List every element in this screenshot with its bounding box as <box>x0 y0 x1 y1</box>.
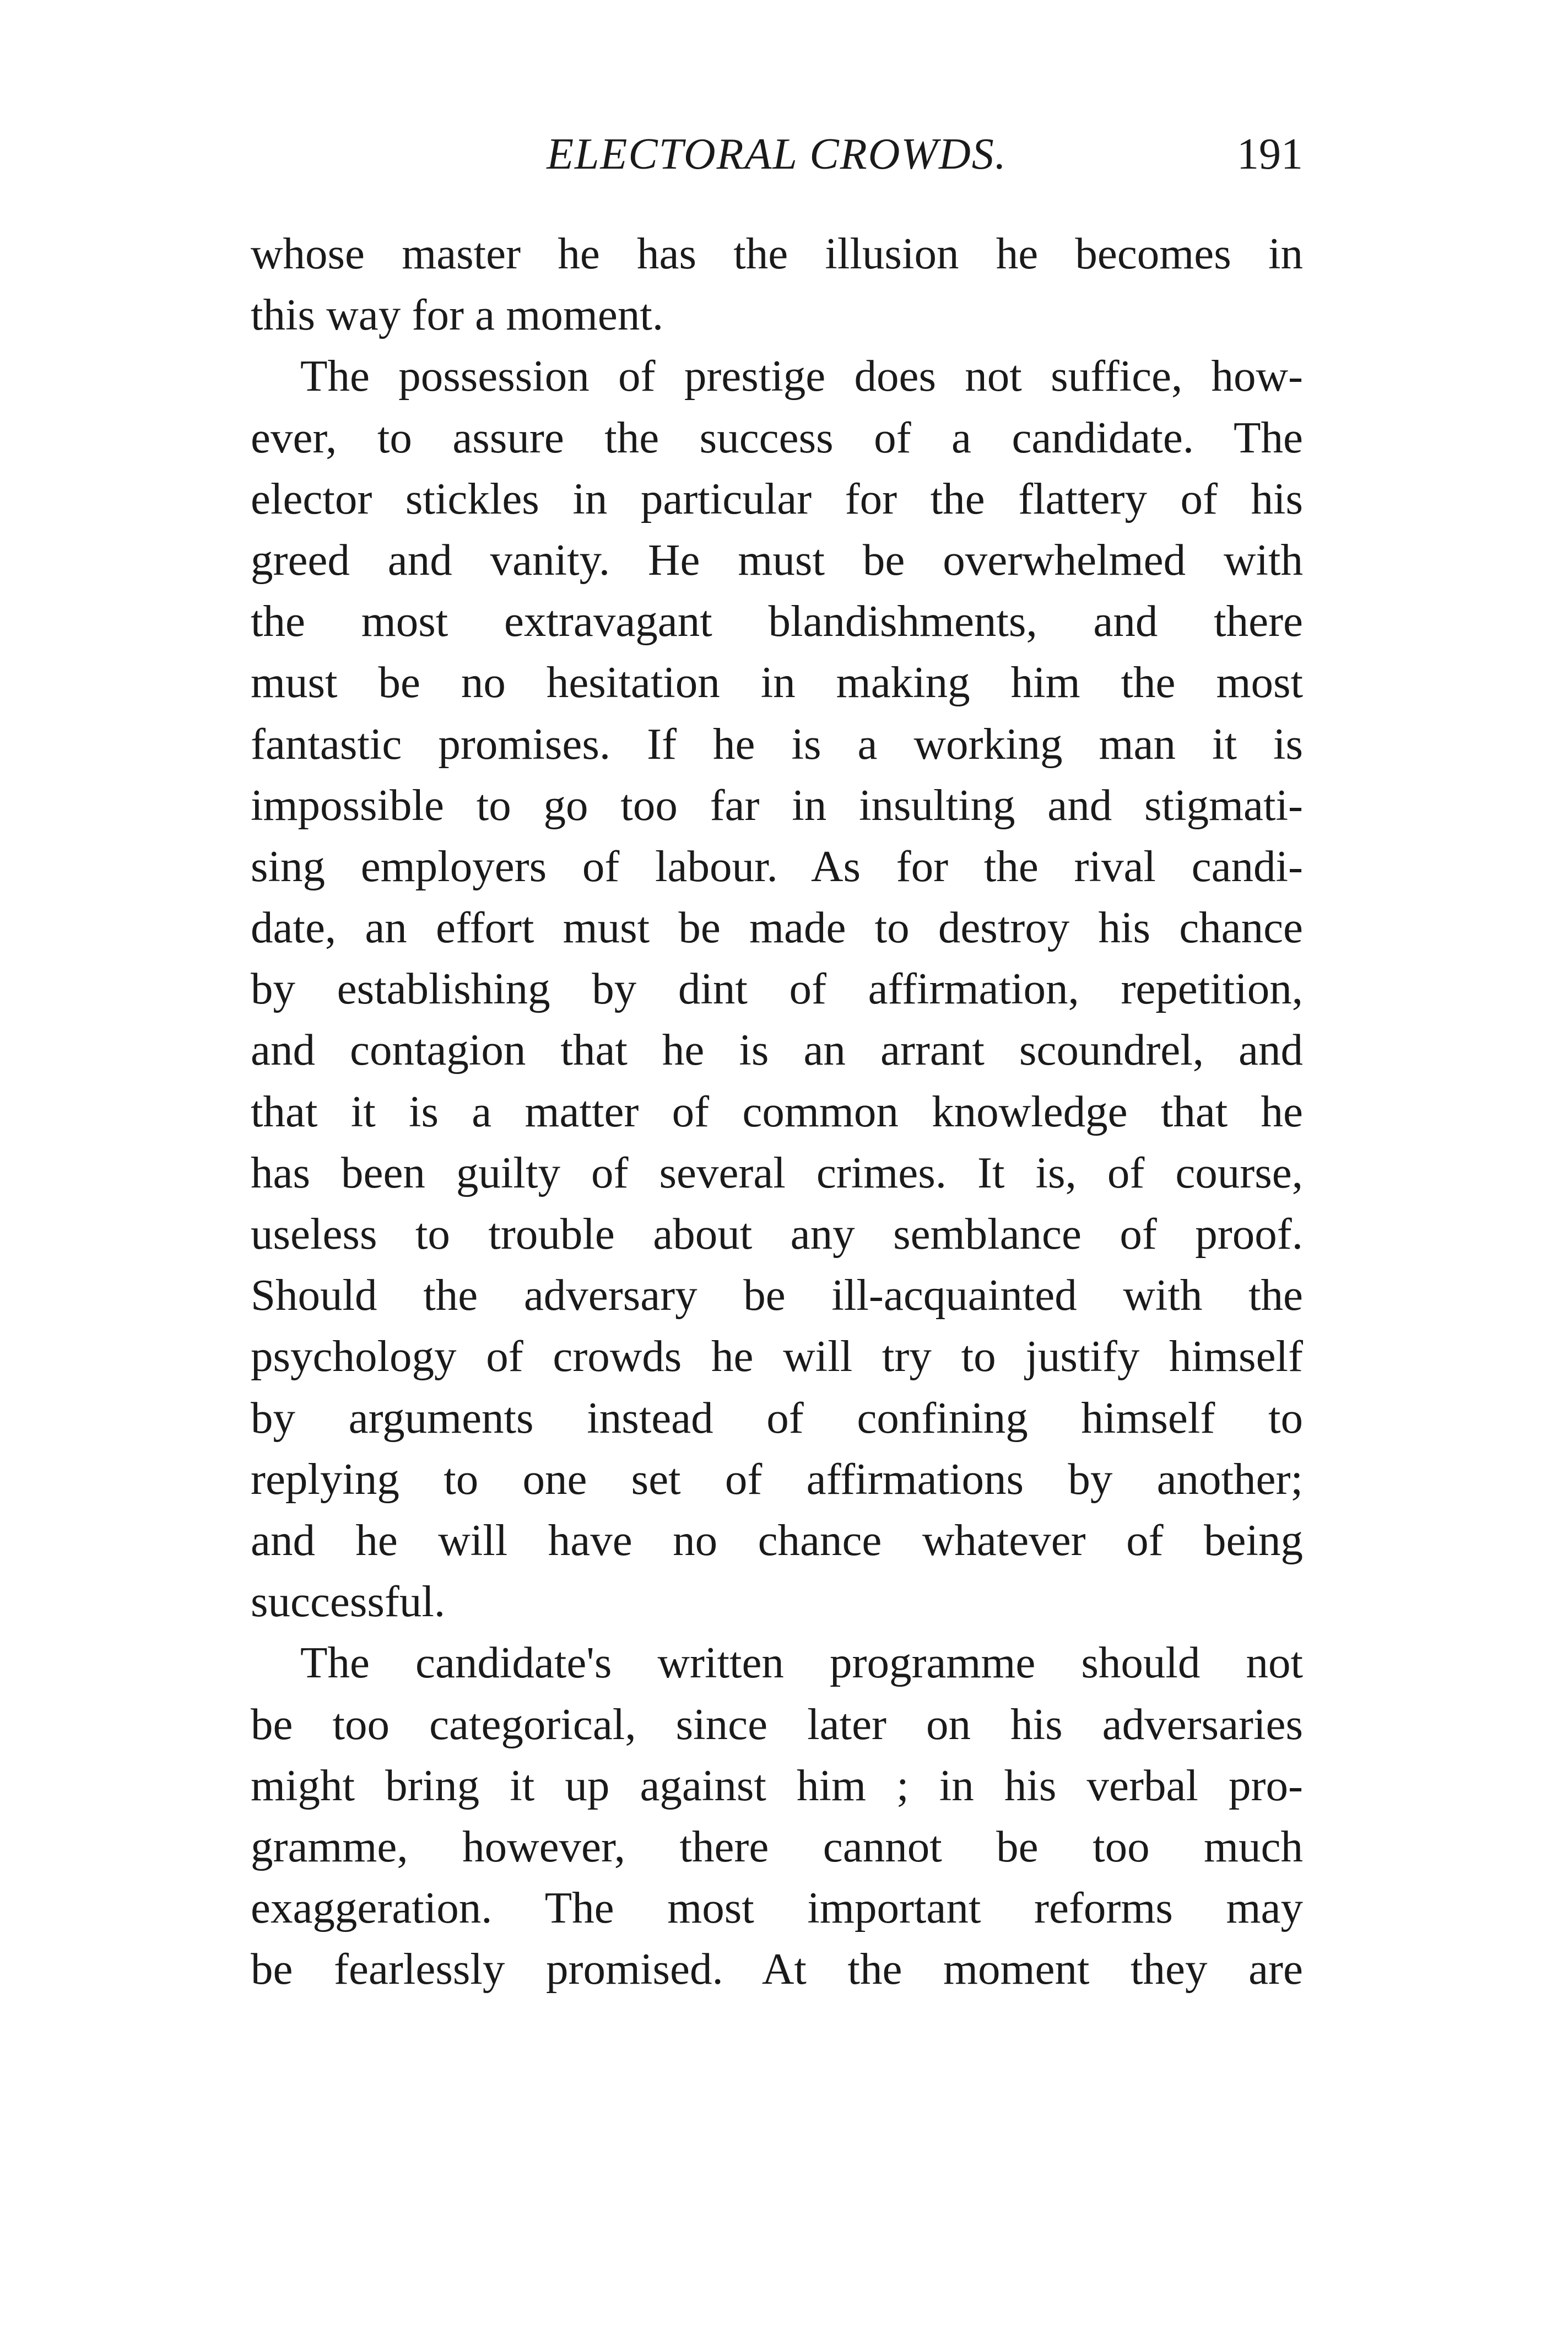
text-line: exaggeration. The most important reforms may <box>251 1883 1303 1933</box>
text-line: might bring it up against him ; in his verbal pro- <box>251 1760 1303 1810</box>
running-head <box>251 118 1303 190</box>
text-line: successful. <box>251 1577 446 1627</box>
text-line: useless to trouble about any semblance of proof. <box>251 1209 1303 1259</box>
text-line: elector stickles in particular for the flattery of his <box>251 473 1303 523</box>
text-line: the most extravagant blandishments, and there <box>251 596 1303 646</box>
text-line: impossible to go too far in insulting and stigmati- <box>251 780 1303 830</box>
text-line: be too categorical, since later on his adversaries <box>251 1699 1303 1749</box>
text-line: by arguments instead of confining himself to <box>251 1392 1303 1443</box>
text-line: gramme, however, there cannot be too much <box>251 1821 1303 1871</box>
text-line: replying to one set of affirmations by another; <box>251 1454 1303 1504</box>
running-title: ELECTORAL CROWDS. <box>547 130 1007 179</box>
text-line: by establishing by dint of affirmation, repetition, <box>251 964 1303 1014</box>
text-line: be fearlessly promised. At the moment they are <box>251 1944 1303 1994</box>
text-line: The possession of prestige does not suffice, how- <box>300 351 1303 401</box>
text-line: ever, to assure the success of a candidate. The <box>251 412 1303 462</box>
text-line: must be no hesitation in making him the most <box>251 657 1303 708</box>
text-line: greed and vanity. He must be overwhelmed with <box>251 535 1303 585</box>
text-line: Should the adversary be ill-acquainted with the <box>251 1270 1303 1320</box>
text-line: this way for a moment. <box>251 290 664 340</box>
body-text <box>251 223 1303 2000</box>
text-line: sing employers of labour. As for the rival candi- <box>251 841 1303 891</box>
text-line: date, an effort must be made to destroy his chance <box>251 903 1303 953</box>
text-line: has been guilty of several crimes. It is, of course, <box>251 1147 1303 1197</box>
text-line: fantastic promises. If he is a working man it is <box>251 719 1303 769</box>
text-line: and he will have no chance whatever of being <box>251 1515 1303 1565</box>
text-line: and contagion that he is an arrant scoundrel, and <box>251 1025 1303 1075</box>
text-line: The candidate's written programme should not <box>300 1638 1303 1688</box>
page-number: 191 <box>1237 130 1303 179</box>
text-line: that it is a matter of common knowledge that he <box>251 1086 1303 1136</box>
text-line: psychology of crowds he will try to justify himself <box>251 1331 1303 1381</box>
text-line: whose master he has the illusion he becomes in <box>251 229 1303 278</box>
